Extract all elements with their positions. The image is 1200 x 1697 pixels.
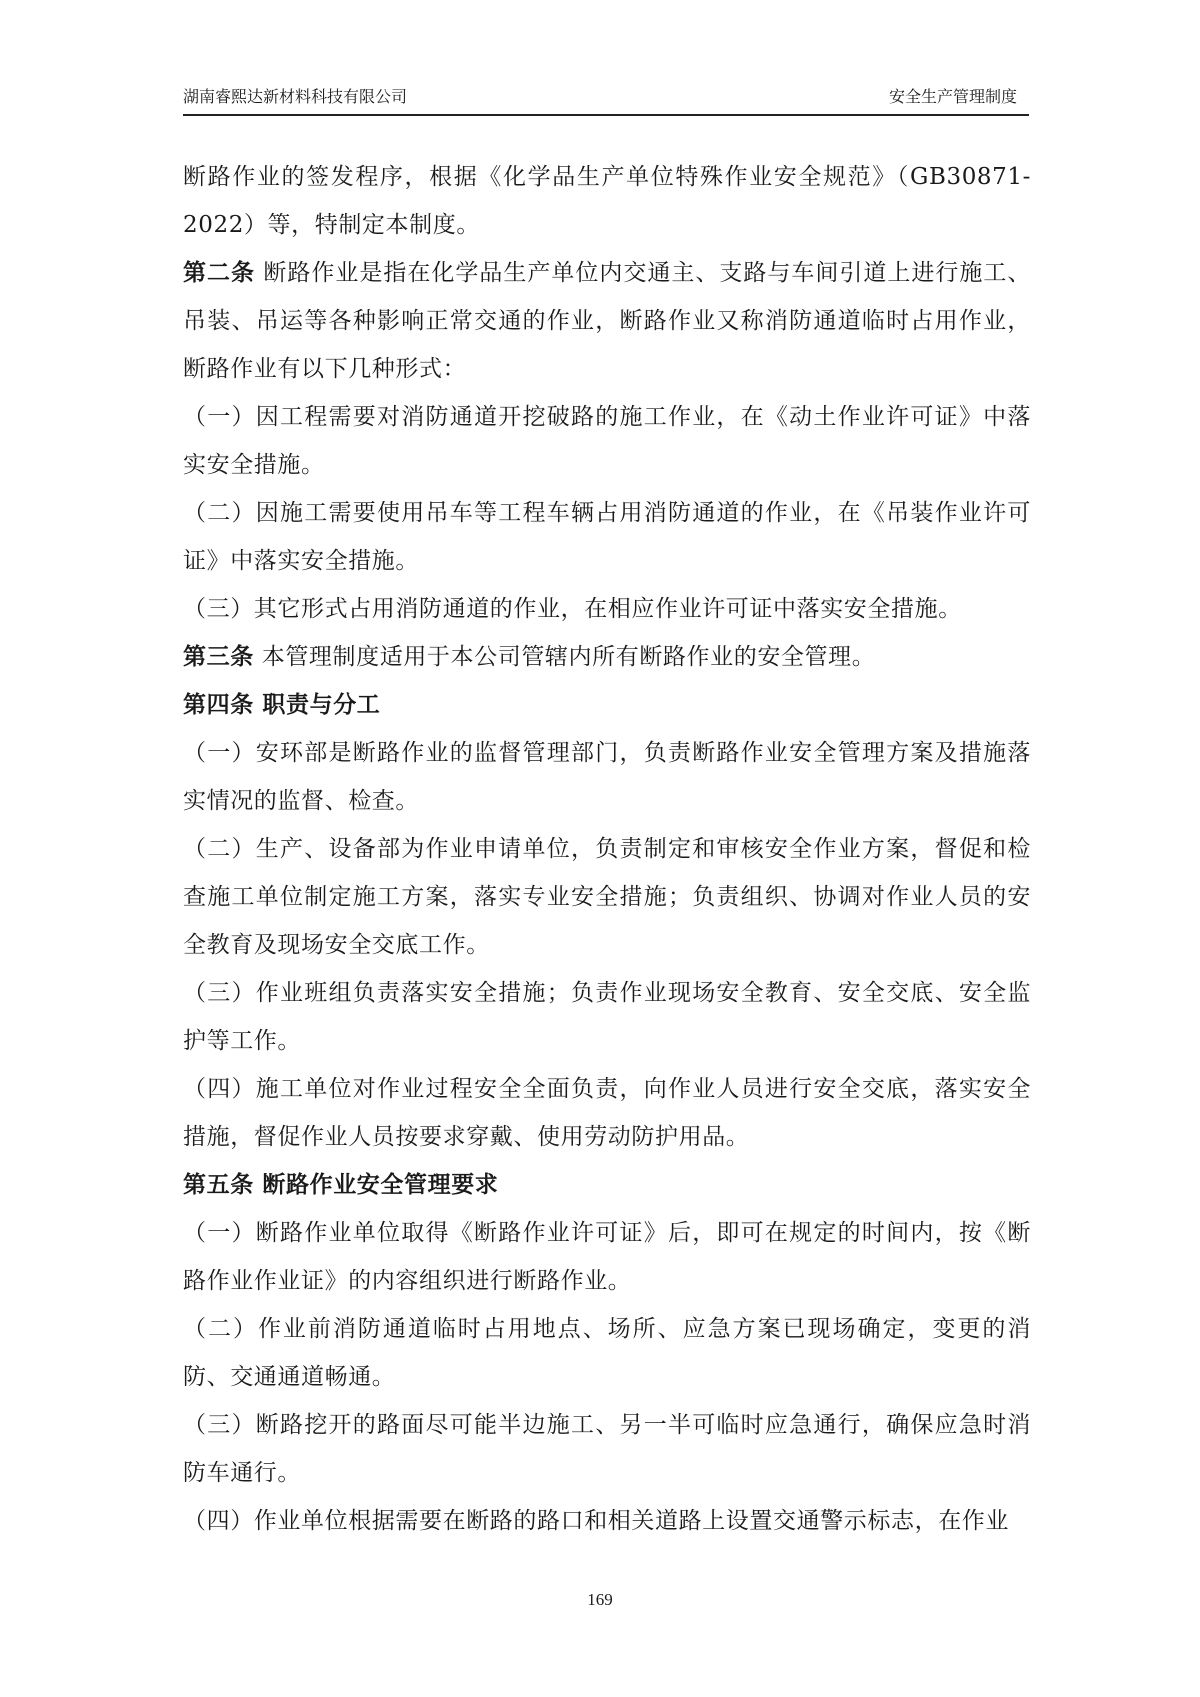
- list-item: [183, 1401, 1031, 1497]
- paragraph-text: 断路作业的签发程序，根据《化学品生产单位特殊作业安全规范》（GB30871-2022）等，特制定本制度。: [183, 164, 1031, 238]
- paragraph-text: （一）安环部是断路作业的监督管理部门，负责断路作业安全管理方案及措施落实情况的监督、检查。: [183, 740, 1031, 814]
- paragraph-text: （四）施工单位对作业过程安全全面负责，向作业人员进行安全交底，落实安全措施，督促作业人员按要求穿戴、使用劳动防护用品。: [183, 1076, 1031, 1150]
- list-item: [183, 729, 1031, 825]
- page-header: [183, 84, 1029, 116]
- paragraph-text: （二）因施工需要使用吊车等工程车辆占用消防通道的作业，在《吊装作业许可证》中落实安全措施。: [183, 500, 1031, 574]
- list-item: [183, 1209, 1031, 1305]
- paragraph-text: （一）断路作业单位取得《断路作业许可证》后，即可在规定的时间内，按《断路作业作业证》的内容组织进行断路作业。: [183, 1220, 1031, 1294]
- article-4-heading: [183, 681, 1031, 729]
- document-body: [183, 153, 1031, 1545]
- article-label: 第四条 职责与分工: [183, 692, 381, 718]
- list-item: [183, 1305, 1031, 1401]
- article-label: 第三条: [183, 644, 254, 670]
- paragraph-text: （三）作业班组负责落实安全措施；负责作业现场安全教育、安全交底、安全监护等工作。: [183, 980, 1031, 1054]
- list-item: [183, 489, 1031, 585]
- list-item: [183, 969, 1031, 1065]
- list-item: [183, 1065, 1031, 1161]
- list-item: [183, 1497, 1031, 1545]
- paragraph-text: （四）作业单位根据需要在断路的路口和相关道路上设置交通警示标志，在作业: [183, 1508, 1009, 1534]
- page-number: 169: [587, 1590, 613, 1609]
- header-company-name: 湖南睿熙达新材料科技有限公司: [183, 87, 408, 106]
- paragraph: [183, 153, 1031, 249]
- article-label: 第二条: [183, 260, 256, 286]
- article-2: [183, 249, 1031, 393]
- paragraph-text: （二）生产、设备部为作业申请单位，负责制定和审核安全作业方案，督促和检查施工单位制定施工方案，落实专业安全措施；负责组织、协调对作业人员的安全教育及现场安全交底工作。: [183, 836, 1031, 958]
- article-5-heading: [183, 1161, 1031, 1209]
- list-item: [183, 393, 1031, 489]
- paragraph-text: （二）作业前消防通道临时占用地点、场所、应急方案已现场确定，变更的消防、交通通道畅通。: [183, 1316, 1031, 1390]
- paragraph-text: （三）断路挖开的路面尽可能半边施工、另一半可临时应急通行，确保应急时消防车通行。: [183, 1412, 1031, 1486]
- paragraph-text: （一）因工程需要对消防通道开挖破路的施工作业，在《动土作业许可证》中落实安全措施。: [183, 404, 1031, 478]
- paragraph-text: 本管理制度适用于本公司管辖内所有断路作业的安全管理。: [253, 644, 876, 670]
- article-3: [183, 633, 1031, 681]
- article-label: 第五条 断路作业安全管理要求: [183, 1172, 499, 1198]
- paragraph-text: （三）其它形式占用消防通道的作业，在相应作业许可证中落实安全措施。: [183, 596, 962, 622]
- header-document-title: 安全生产管理制度: [888, 87, 1017, 106]
- paragraph-text: 断路作业是指在化学品生产单位内交通主、支路与车间引道上进行施工、吊装、吊运等各种影响正常交通的作业，断路作业又称消防通道临时占用作业，断路作业有以下几种形式：: [183, 260, 1031, 382]
- list-item: [183, 585, 1031, 633]
- list-item: [183, 825, 1031, 969]
